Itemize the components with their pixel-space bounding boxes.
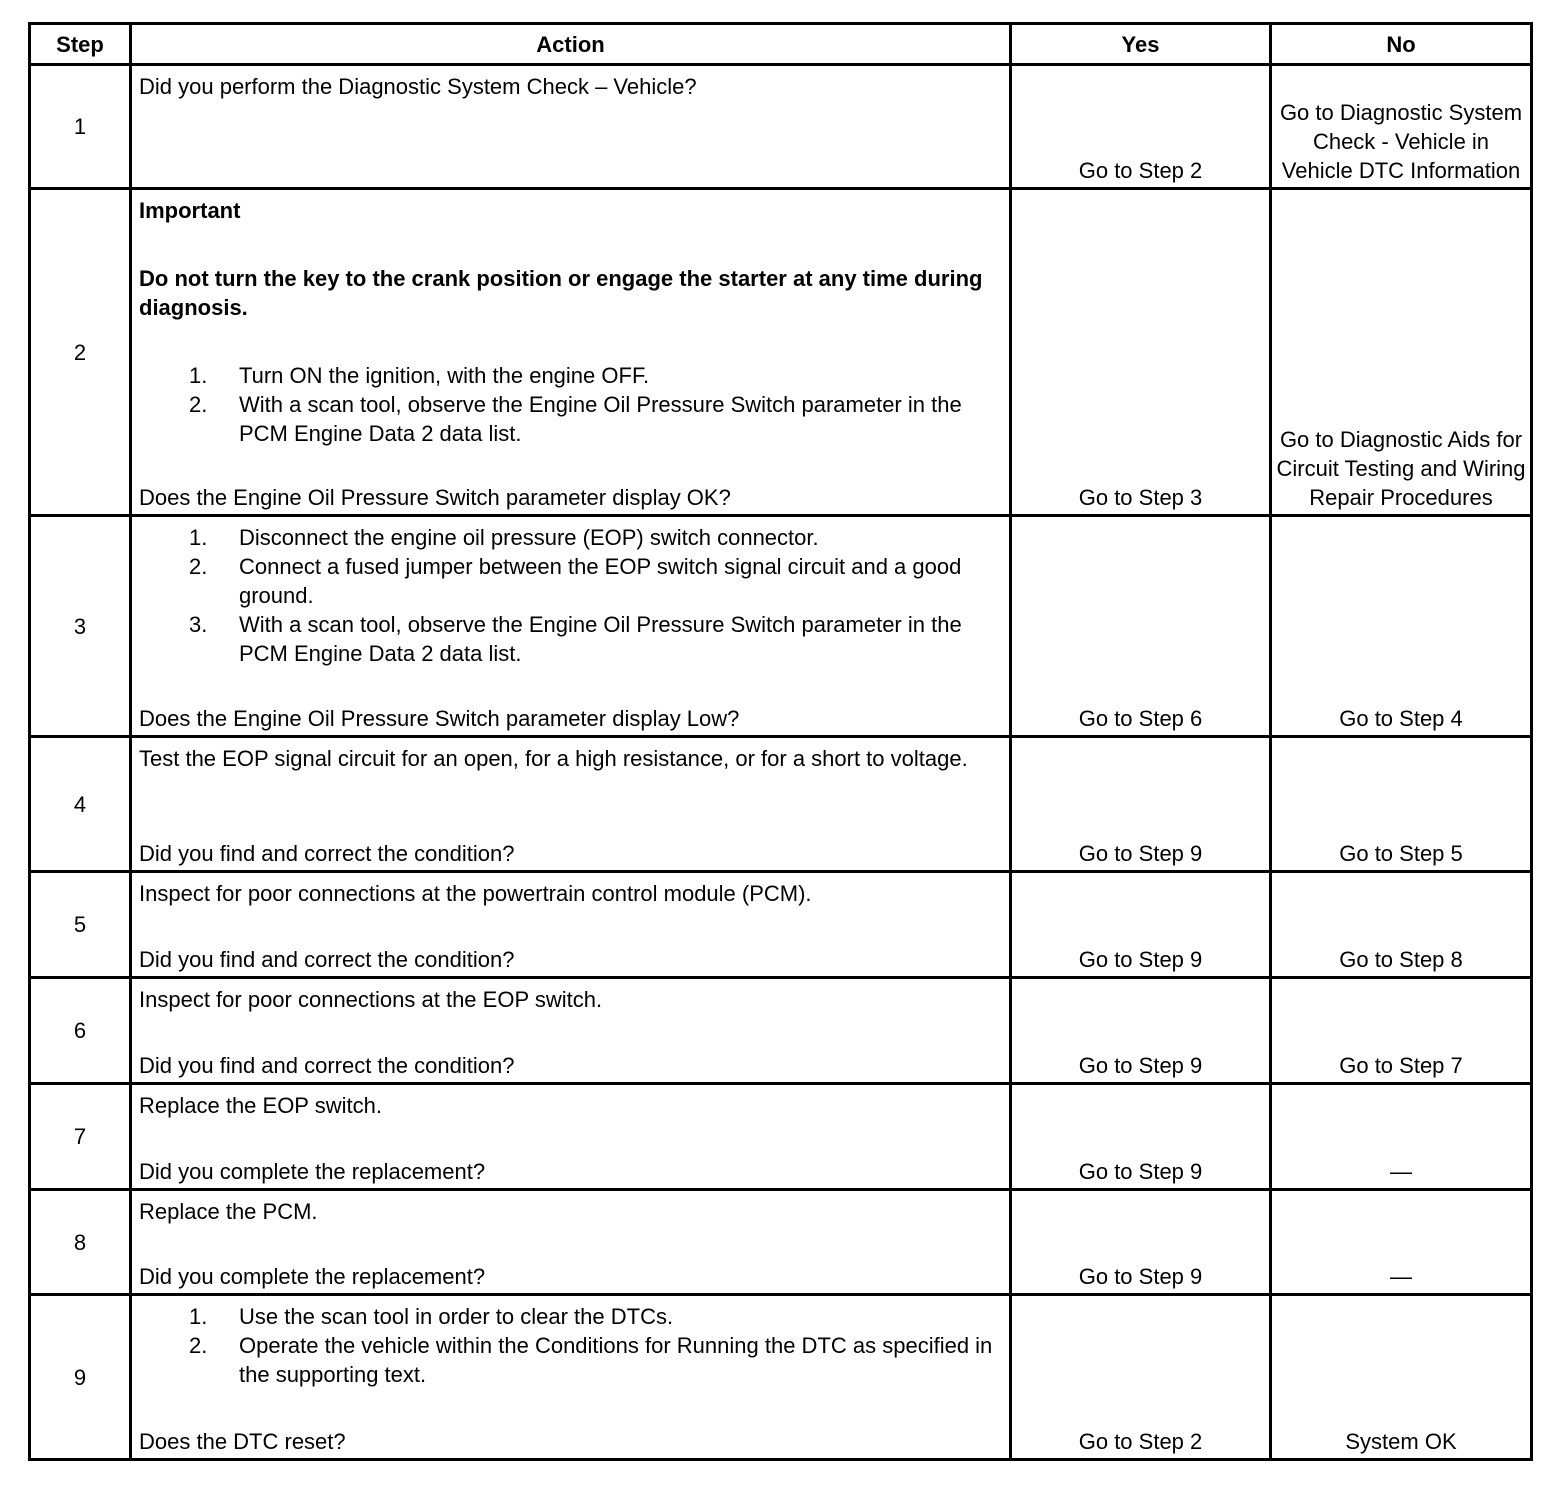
action-body — [139, 985, 1001, 1014]
list-item — [139, 390, 1001, 448]
action-content — [132, 190, 1009, 514]
action-cell — [131, 978, 1011, 1084]
no-result: — — [1271, 1190, 1532, 1295]
list-number: 1. — [189, 525, 208, 550]
step-number: 4 — [30, 737, 131, 872]
action-content — [132, 1296, 1009, 1458]
list-text: Turn ON the ignition, with the engine OFF. — [239, 363, 650, 388]
step-number: 6 — [30, 978, 131, 1084]
no-result: Go to Step 5 — [1271, 737, 1532, 872]
step-number: 9 — [30, 1295, 131, 1460]
header-row — [30, 24, 1532, 65]
list-text: With a scan tool, observe the Engine Oil Pressure Switch parameter in the PCM Engine Data 2 data list. — [239, 612, 962, 666]
action-question: Did you find and correct the condition? — [139, 841, 515, 866]
action-question: Did you complete the replacement? — [139, 1159, 486, 1184]
yes-result: Go to Step 2 — [1011, 1295, 1271, 1460]
action-body — [139, 523, 1001, 668]
list-text: With a scan tool, observe the Engine Oil Pressure Switch parameter in the PCM Engine Data 2 data list. — [239, 392, 962, 446]
action-cell — [131, 1084, 1011, 1190]
header-step: Step — [30, 24, 131, 65]
action-cell — [131, 872, 1011, 978]
no-result: Go to Step 8 — [1271, 872, 1532, 978]
action-text: Inspect for poor connections at the powertrain control module (PCM). — [139, 881, 812, 906]
list-number: 2. — [189, 1333, 208, 1358]
table-row — [30, 737, 1532, 872]
action-body — [139, 72, 1001, 101]
list-text: Disconnect the engine oil pressure (EOP) switch connector. — [239, 525, 819, 550]
important-text: Do not turn the key to the crank position or engage the starter at any time during diagnosis. — [139, 266, 983, 320]
table-row — [30, 189, 1532, 516]
list-item — [139, 361, 1001, 390]
action-body — [139, 879, 1001, 908]
header-yes: Yes — [1011, 24, 1271, 65]
step-number: 7 — [30, 1084, 131, 1190]
action-content — [132, 66, 1009, 187]
table-row — [30, 872, 1532, 978]
action-cell — [131, 1295, 1011, 1460]
yes-result: Go to Step 9 — [1011, 872, 1271, 978]
important-note — [139, 196, 1001, 322]
step-list — [139, 523, 1001, 668]
yes-result: Go to Step 9 — [1011, 978, 1271, 1084]
list-text: Use the scan tool in order to clear the DTCs. — [239, 1304, 674, 1329]
step-number: 5 — [30, 872, 131, 978]
step-number: 1 — [30, 65, 131, 189]
action-cell — [131, 189, 1011, 516]
list-number: 2. — [189, 554, 208, 579]
yes-result: Go to Step 9 — [1011, 1084, 1271, 1190]
action-content — [132, 517, 1009, 735]
action-text: Replace the EOP switch. — [139, 1093, 382, 1118]
action-text: Replace the PCM. — [139, 1199, 318, 1224]
yes-result: Go to Step 9 — [1011, 1190, 1271, 1295]
action-content — [132, 1191, 1009, 1293]
list-number: 1. — [189, 1304, 208, 1329]
step-number: 8 — [30, 1190, 131, 1295]
step-list — [139, 361, 1001, 448]
action-question: Does the Engine Oil Pressure Switch parameter display Low? — [139, 706, 740, 731]
list-item — [139, 523, 1001, 552]
list-text: Operate the vehicle within the Conditions for Running the DTC as specified in the supporting text. — [239, 1333, 993, 1387]
list-item — [139, 552, 1001, 610]
table-row — [30, 1190, 1532, 1295]
action-cell — [131, 1190, 1011, 1295]
list-text: Connect a fused jumper between the EOP switch signal circuit and a good ground. — [239, 554, 962, 608]
yes-result: Go to Step 2 — [1011, 65, 1271, 189]
list-item — [139, 1302, 1001, 1331]
action-content — [132, 738, 1009, 870]
action-cell — [131, 516, 1011, 737]
action-body — [139, 196, 1001, 448]
step-number: 2 — [30, 189, 131, 516]
yes-result: Go to Step 3 — [1011, 189, 1271, 516]
action-body — [139, 1197, 1001, 1226]
step-list — [139, 1302, 1001, 1389]
table-row — [30, 65, 1532, 189]
action-question: Does the DTC reset? — [139, 1429, 346, 1454]
header-action: Action — [131, 24, 1011, 65]
important-heading: Important — [139, 198, 241, 223]
no-result: Go to Diagnostic Aids for Circuit Testing and Wiring Repair Procedures — [1271, 189, 1532, 516]
diagnostic-table — [28, 22, 1533, 1461]
action-question: Did you find and correct the condition? — [139, 1053, 515, 1078]
action-content — [132, 1085, 1009, 1188]
action-cell — [131, 737, 1011, 872]
no-result: — — [1271, 1084, 1532, 1190]
action-text: Test the EOP signal circuit for an open, for a high resistance, or for a short to voltage. — [139, 746, 968, 771]
action-text: Did you perform the Diagnostic System Check – Vehicle? — [139, 74, 697, 99]
action-cell — [131, 65, 1011, 189]
list-item — [139, 610, 1001, 668]
list-number: 1. — [189, 363, 208, 388]
step-number: 3 — [30, 516, 131, 737]
action-body — [139, 744, 1001, 773]
no-result: System OK — [1271, 1295, 1532, 1460]
action-content — [132, 873, 1009, 976]
list-item — [139, 1331, 1001, 1389]
no-result: Go to Diagnostic System Check - Vehicle in Vehicle DTC Information — [1271, 65, 1532, 189]
no-result: Go to Step 4 — [1271, 516, 1532, 737]
action-question: Did you find and correct the condition? — [139, 947, 515, 972]
list-number: 2. — [189, 392, 208, 417]
action-text: Inspect for poor connections at the EOP switch. — [139, 987, 603, 1012]
table-row — [30, 516, 1532, 737]
header-no: No — [1271, 24, 1532, 65]
table-row — [30, 978, 1532, 1084]
action-question: Did you complete the replacement? — [139, 1264, 486, 1289]
table-row — [30, 1295, 1532, 1460]
action-content — [132, 979, 1009, 1082]
action-body — [139, 1302, 1001, 1389]
yes-result: Go to Step 9 — [1011, 737, 1271, 872]
list-number: 3. — [189, 612, 208, 637]
action-question: Does the Engine Oil Pressure Switch parameter display OK? — [139, 485, 731, 510]
table-row — [30, 1084, 1532, 1190]
action-body — [139, 1091, 1001, 1120]
no-result: Go to Step 7 — [1271, 978, 1532, 1084]
yes-result: Go to Step 6 — [1011, 516, 1271, 737]
